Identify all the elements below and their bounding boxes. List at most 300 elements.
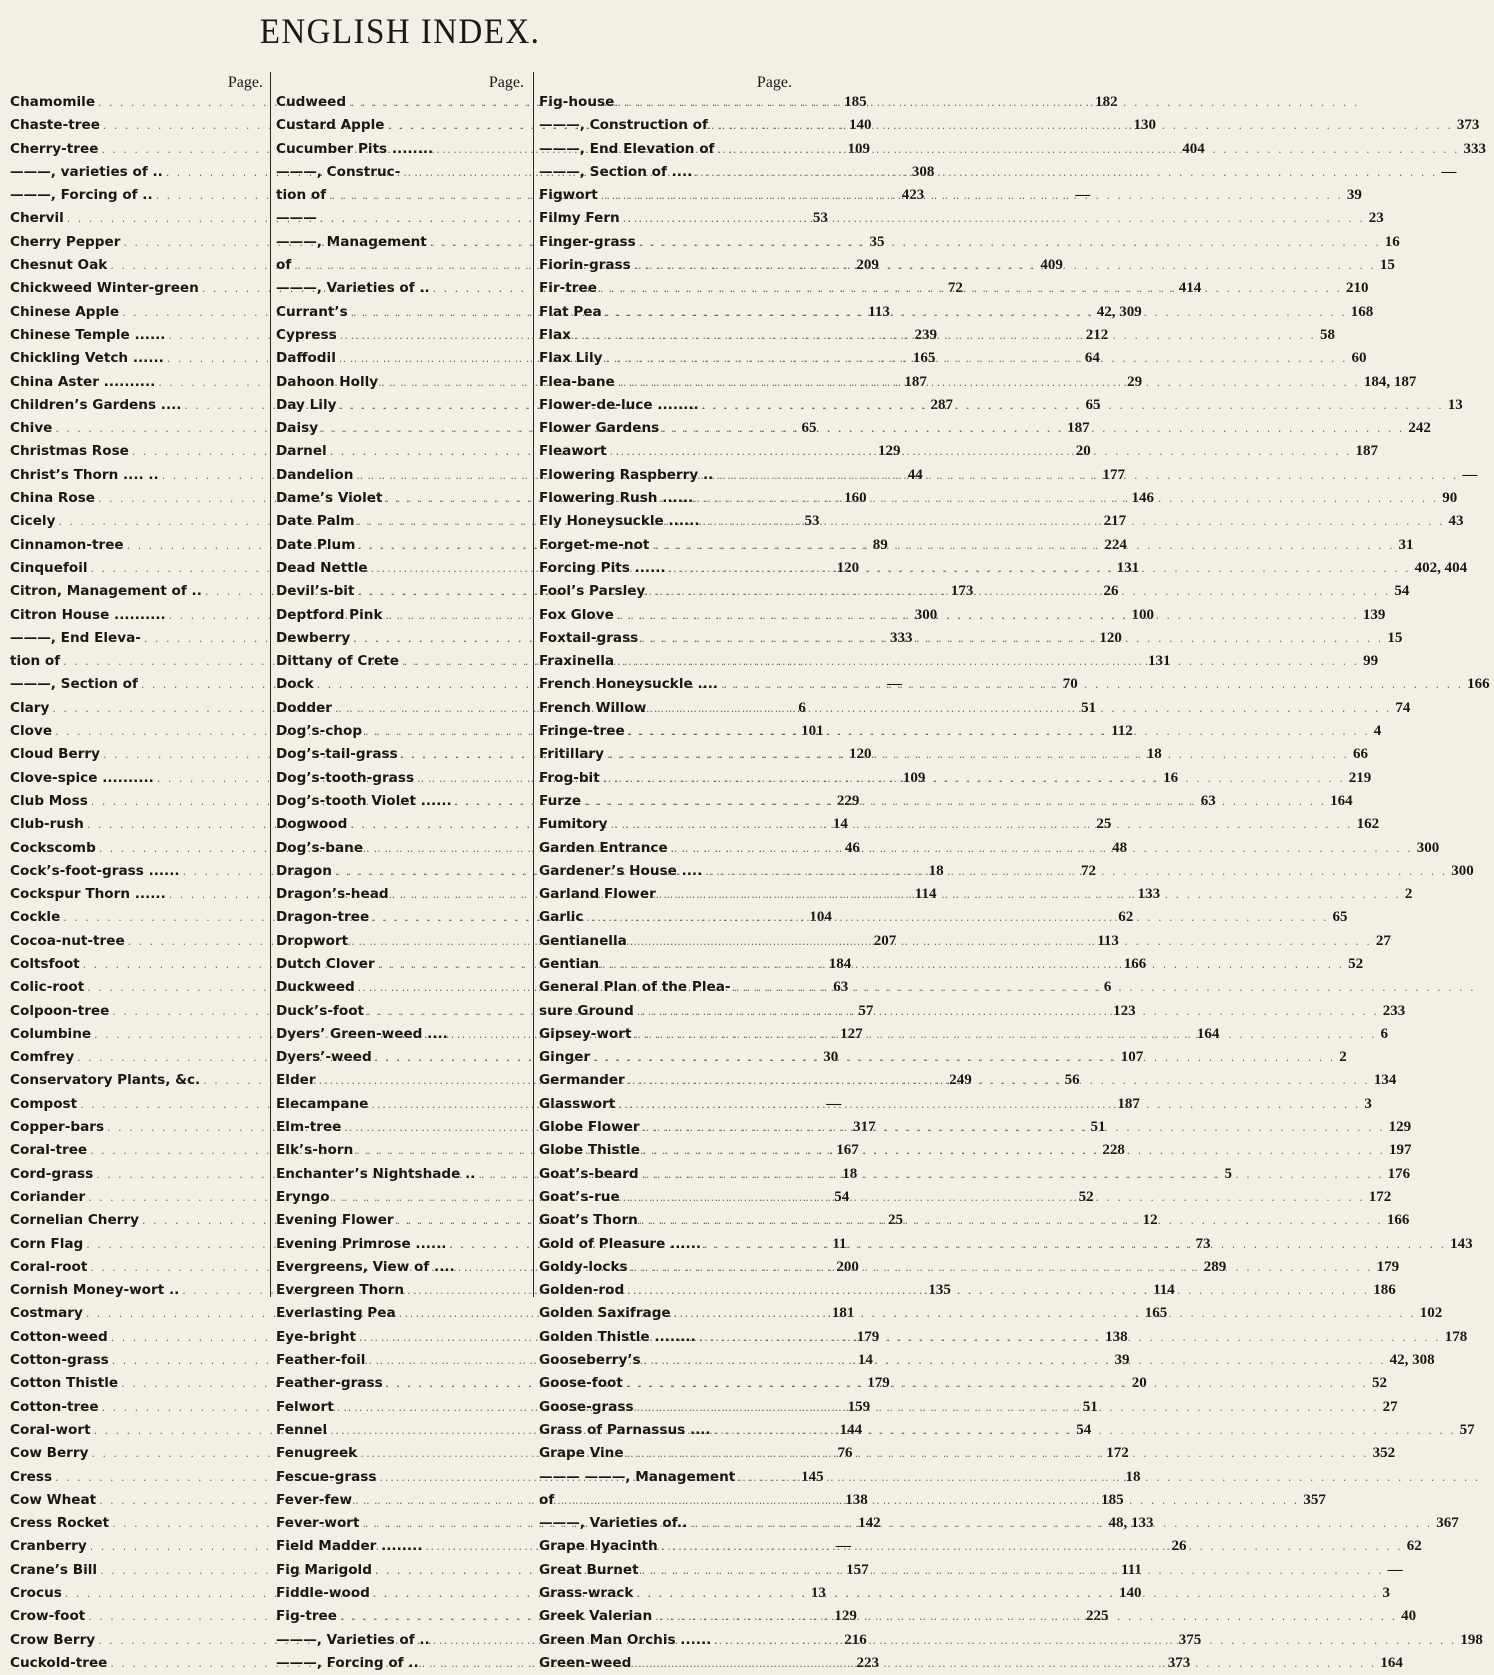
entry-term: Eye-bright	[276, 1328, 357, 1345]
entry-term: Dragon’s-head	[276, 886, 389, 903]
entry-term: Frog-bit	[539, 769, 600, 786]
leader-dots	[614, 91, 1363, 114]
entry-page-number: 30	[823, 1049, 839, 1066]
entry-page-number: 12	[1142, 1212, 1158, 1229]
entry-term: Clove-spice ..........	[10, 769, 154, 786]
leader-dots	[652, 1605, 1401, 1628]
entry-page-number: 181	[831, 1305, 855, 1322]
entry-term: Compost	[10, 1095, 78, 1112]
entry-page-number: 114	[914, 886, 937, 903]
entry-term: Dog’s-tooth Violet ......	[276, 792, 452, 809]
entry-page-number: —	[1462, 466, 1478, 483]
entry-term: ———, Management	[276, 233, 427, 250]
entry-page-number: 165	[1144, 1305, 1168, 1322]
entry-page-number: 210	[1345, 280, 1369, 297]
entry-page-number: 16	[1384, 233, 1400, 250]
entry-term: Fly Honeysuckle ......	[539, 513, 700, 530]
entry-page-number: 178	[1444, 1328, 1468, 1345]
entry-term: Dragon	[276, 862, 332, 879]
entry-term: Colic-root	[10, 979, 85, 996]
entry-term: Devil’s-bit	[276, 583, 355, 600]
entry-term: Coriander	[10, 1188, 86, 1205]
entry-term: Dog’s-bane	[276, 839, 364, 856]
leader-dots	[633, 1582, 1382, 1605]
entry-page-number: 164	[1196, 1025, 1220, 1042]
entry-term: Currant’s	[276, 303, 348, 320]
leader-dots	[711, 1629, 1460, 1652]
entry-term: Chickling Vetch ......	[10, 350, 164, 367]
entry-term: Fraxinella	[539, 653, 615, 670]
entry-page-number: 317	[853, 1119, 876, 1136]
entry-page-number: 166	[1386, 1212, 1410, 1229]
entry-page-number: 139	[1362, 606, 1386, 623]
leader-dots	[714, 138, 1463, 161]
entry-page-number: 18	[842, 1165, 858, 1182]
entry-term: Dogwood	[276, 816, 348, 833]
entry-term: Cow Berry	[10, 1445, 89, 1462]
entry-page-number: 66	[1353, 746, 1369, 763]
entry-term: Cotton Thistle	[10, 1375, 119, 1392]
leader-dots	[659, 417, 1408, 440]
entry-page-number: 25	[888, 1212, 904, 1229]
entry-page-number: —	[1075, 187, 1091, 204]
entry-term: China Aster ..........	[10, 373, 156, 390]
entry-term: Goldy-locks	[539, 1258, 628, 1275]
entry-term: Fig-house	[539, 94, 615, 110]
leader-dots	[628, 1256, 1377, 1279]
entry-page-number: 104	[809, 909, 832, 926]
leader-dots	[604, 743, 1353, 766]
entry-term: Coral-tree	[10, 1142, 88, 1159]
entry-page-number: 111	[1120, 1561, 1142, 1578]
entry-page-number: 333	[1463, 140, 1487, 157]
entry-page-number: 42, 308	[1389, 1352, 1435, 1369]
leader-dots	[699, 510, 1448, 533]
entry-term: Fox Glove	[539, 606, 614, 623]
leader-dots	[615, 371, 1364, 394]
entry-page-number: 62	[1406, 1538, 1422, 1555]
entry-term: Globe Flower	[539, 1119, 640, 1136]
entry-page-number: 130	[1133, 117, 1156, 134]
leader-dots	[608, 813, 1357, 836]
entry-term: Fescue-grass	[276, 1468, 377, 1485]
entry-page-number: 27	[1375, 932, 1391, 949]
entry-page-number: 198	[1460, 1631, 1483, 1648]
entry-page-number: 187	[1117, 1095, 1140, 1112]
entry-page-number: 101	[801, 723, 824, 740]
entry-page-number: 164	[1380, 1654, 1403, 1671]
entry-term: Children’s Gardens ....	[10, 396, 182, 413]
entry-term: Cress Rocket	[10, 1515, 110, 1532]
leader-dots	[597, 277, 1346, 300]
entry-term: Coral-root	[10, 1258, 88, 1275]
entry-term: Chinese Apple	[10, 303, 120, 320]
entry-term: Feather-foil	[276, 1352, 366, 1369]
leader-dots	[600, 767, 1349, 790]
entry-page-number: 357	[1303, 1491, 1326, 1508]
entry-term: Cucumber Pits ........	[276, 140, 434, 157]
entry-term: ———, Varieties of..	[539, 1515, 688, 1532]
entry-page-number: 43	[1448, 513, 1464, 530]
entry-page-number: 120	[849, 746, 872, 763]
entry-term: Evergreen Thorn	[276, 1282, 405, 1299]
entry-term: ———, Construc-	[276, 163, 401, 180]
entry-page-number: 54	[834, 1188, 850, 1205]
entry-term: of	[276, 257, 292, 274]
entry-term: Fever-wort	[276, 1515, 360, 1532]
entry-page-number: 29	[1127, 373, 1143, 390]
leader-dots	[638, 627, 1387, 650]
entry-term: Dame’s Violet	[276, 490, 383, 507]
entry-term: tion of	[10, 653, 61, 670]
entry-term: ———, Varieties of ..	[276, 280, 430, 297]
entry-page-number: 164	[1330, 792, 1353, 809]
entry-page-number: 414	[1178, 280, 1202, 297]
leader-dots	[645, 580, 1394, 603]
entry-page-number: 4	[1373, 723, 1382, 740]
entry-term: Coral-wort	[10, 1421, 91, 1438]
entry-page-number: 143	[1450, 1235, 1473, 1252]
entry-page-number: 2	[1339, 1049, 1347, 1066]
entry-page-number: 26	[1103, 583, 1119, 600]
entry-page-number: 182	[1095, 94, 1118, 110]
entry-term: Cherry-tree	[10, 140, 99, 157]
page-column-header: Page.	[227, 74, 263, 91]
entry-page-number: 146	[1131, 490, 1155, 507]
entry-page-number: 333	[890, 629, 913, 646]
entry-page-number: 90	[1442, 490, 1458, 507]
entry-term: Club-rush	[10, 816, 84, 833]
entry-page-number: 72	[947, 280, 963, 297]
entry-page-number: 409	[1040, 257, 1063, 274]
entry-term: Grass-wrack	[539, 1585, 634, 1601]
entry-page-number: 23	[1368, 210, 1384, 227]
entry-page-number: 11	[832, 1235, 847, 1252]
entry-term: Enchanter’s Nightshade ..	[276, 1165, 476, 1182]
entry-page-number: 102	[1419, 1305, 1443, 1322]
entry-page-number: —	[886, 676, 902, 693]
entry-page-number: 129	[1388, 1119, 1412, 1136]
entry-term: Flea-bane	[539, 373, 615, 390]
entry-term: Cotton-weed	[10, 1328, 108, 1345]
entry-term: Cuckold-tree	[10, 1654, 108, 1671]
leader-dots	[656, 883, 1405, 906]
entry-term: Dodder	[276, 699, 333, 716]
entry-term: Flowering Raspberry ..	[539, 466, 714, 483]
entry-page-number: 18	[1146, 746, 1162, 763]
entry-term: Glasswort	[539, 1095, 616, 1112]
leader-dots	[711, 1419, 1460, 1442]
entry-page-number: 52	[1078, 1188, 1094, 1205]
entry-page-number: 184	[828, 955, 852, 972]
entry-page-number: 127	[840, 1025, 863, 1042]
entry-page-number: 165	[912, 350, 936, 367]
leader-dots	[640, 1139, 1389, 1162]
entry-term: ———, Forcing of ..	[10, 187, 153, 204]
entry-term: China Rose	[10, 490, 96, 507]
entry-page-number: 113	[868, 303, 890, 320]
entry-term: Fig-tree	[276, 1608, 337, 1625]
entry-page-number: 25	[1096, 816, 1112, 833]
entry-term: Goat’s-beard	[539, 1165, 639, 1182]
entry-term: Cloud Berry	[10, 746, 100, 763]
entry-term: Date Plum	[276, 536, 356, 553]
entry-page-number: 200	[836, 1258, 859, 1275]
entry-term: ———, End Elevation of	[539, 140, 715, 157]
entry-page-number: 53	[812, 210, 828, 227]
leader-dots	[554, 1489, 1303, 1512]
entry-page-number: 179	[856, 1328, 880, 1345]
entry-page-number: 31	[1398, 536, 1414, 553]
entry-page-number: 6	[1380, 1025, 1389, 1042]
entry-term: sure Ground	[539, 1002, 634, 1019]
entry-term: Fiorin-grass	[539, 257, 631, 274]
entry-page-number: 179	[1376, 1258, 1400, 1275]
entry-term: Dittany of Crete	[276, 653, 399, 670]
index-entry	[276, 161, 528, 184]
entry-page-number: 35	[869, 233, 885, 250]
leader-dots	[615, 1093, 1364, 1116]
entry-page-number: 197	[1388, 1142, 1412, 1159]
entry-page-number: 65	[801, 420, 817, 437]
entry-page-number: 404	[1182, 140, 1205, 157]
entry-page-number: 48, 133	[1108, 1515, 1154, 1532]
entry-page-number: 367	[1436, 1515, 1459, 1532]
leader-dots	[571, 324, 1320, 347]
entry-term: Dewberry	[276, 629, 351, 646]
entry-term: Duck’s-foot	[276, 1002, 365, 1019]
entry-term: Forget-me-not	[539, 536, 650, 553]
page-title: ENGLISH INDEX.	[259, 11, 541, 51]
entry-term: Field Madder ........	[276, 1538, 423, 1555]
leader-dots	[641, 1349, 1390, 1372]
entry-page-number: 14	[832, 816, 848, 833]
entry-page-number: 187	[904, 373, 927, 390]
entry-term: Greek Valerian	[539, 1608, 653, 1625]
entry-page-number: 300	[914, 606, 938, 623]
entry-page-number: 51	[1082, 1398, 1098, 1415]
entry-page-number: 6	[798, 699, 806, 716]
entry-term: Costmary	[10, 1305, 83, 1322]
leader-dots	[708, 114, 1457, 137]
entry-term: Flower-de-luce ........	[539, 396, 699, 413]
entry-page-number: 184, 187	[1363, 373, 1417, 390]
entry-term: Ginger	[539, 1049, 591, 1066]
entry-page-number: 131	[1148, 653, 1171, 670]
leader-dots	[713, 464, 1462, 487]
entry-page-number: 187	[1355, 443, 1378, 460]
entry-page-number: 2	[1404, 886, 1413, 903]
leader-dots	[638, 1209, 1387, 1232]
entry-page-number: 209	[856, 257, 879, 274]
entry-term: Green Man Orchis ......	[539, 1631, 712, 1648]
entry-term: Cranberry	[10, 1538, 87, 1555]
leader-dots	[624, 1442, 1373, 1465]
entry-term: Crane’s Bill	[10, 1561, 98, 1578]
entry-page-number: 212	[1085, 326, 1109, 343]
entry-page-number: 57	[858, 1002, 874, 1019]
leader-dots	[639, 1559, 1388, 1582]
entry-page-number: 140	[848, 117, 872, 134]
leader-dots	[602, 347, 1351, 370]
leader-dots	[699, 394, 1448, 417]
entry-term: Fig Marigold	[276, 1561, 372, 1578]
entry-term: Date Palm	[276, 513, 355, 530]
entry-page-number: 289	[1203, 1258, 1227, 1275]
entry-term: Foxtail-grass	[539, 629, 639, 646]
entry-term: Elk’s-horn	[276, 1142, 354, 1159]
index-entry	[539, 1466, 796, 1489]
entry-page-number: 54	[1394, 583, 1410, 600]
entry-page-number: 375	[1178, 1631, 1202, 1648]
entry-page-number: —	[835, 1538, 851, 1555]
entry-page-number: 60	[1351, 350, 1367, 367]
entry-term: ———, Construction of	[539, 117, 708, 134]
leader-dots	[693, 487, 1442, 510]
entry-term: Fiddle-wood	[276, 1585, 370, 1601]
entry-term: Gipsey-wort	[539, 1025, 632, 1042]
leader-dots	[602, 301, 1351, 324]
entry-page-number: 233	[1382, 1002, 1406, 1019]
entry-term: tion of	[276, 187, 327, 204]
entry-term: Feather-grass	[276, 1375, 383, 1392]
entry-term: Clove	[10, 723, 53, 740]
entry-term: Darnel	[276, 443, 327, 460]
entry-page-number: 145	[801, 1468, 824, 1485]
entry-term: Crow-foot	[10, 1608, 86, 1625]
entry-term: Chamomile	[10, 94, 96, 110]
leader-dots	[636, 231, 1385, 254]
entry-term: Green-weed	[539, 1654, 632, 1671]
entry-term: Cudweed	[276, 94, 347, 110]
entry-term: Fennel	[276, 1421, 328, 1438]
entry-term: Eryngo	[276, 1188, 330, 1205]
entry-page-number: 138	[1105, 1328, 1128, 1345]
entry-page-number: 54	[1076, 1421, 1092, 1438]
entry-page-number: 300	[1451, 862, 1474, 879]
entry-page-number: 112	[1111, 723, 1133, 740]
entry-page-number: 3	[1382, 1585, 1390, 1601]
leader-dots	[620, 1186, 1369, 1209]
entry-page-number: 224	[1104, 536, 1127, 553]
entry-page-number: 39	[1114, 1352, 1130, 1369]
entry-page-number: 123	[1113, 1002, 1136, 1019]
entry-page-number: 159	[847, 1398, 871, 1415]
entry-term: Goose-foot	[539, 1375, 623, 1392]
entry-term: Cow Wheat	[10, 1491, 97, 1508]
entry-term: Grass of Parnassus ....	[539, 1421, 711, 1438]
entry-page-number: 63	[833, 979, 849, 996]
entry-page-number: 63	[1200, 792, 1216, 809]
entry-term: Goose-grass	[539, 1398, 634, 1415]
entry-term: Elecampane	[276, 1095, 369, 1112]
entry-term: Gooseberry’s	[539, 1352, 641, 1369]
entry-term: Flax	[539, 326, 571, 343]
entry-page-number: 15	[1387, 629, 1403, 646]
leader-dots	[614, 650, 1363, 673]
entry-term: Fenugreek	[276, 1445, 358, 1462]
entry-term: Daffodil	[276, 350, 336, 367]
leader-dots	[606, 440, 1355, 463]
entry-page-number: 133	[1137, 886, 1161, 903]
entry-term: Dyers’-weed	[276, 1049, 372, 1066]
entry-page-number: 129	[877, 443, 901, 460]
entry-page-number: 207	[873, 932, 897, 949]
entry-term: Fever-few	[276, 1491, 353, 1508]
entry-page-number: 72	[1080, 862, 1096, 879]
entry-page-number: 26	[1171, 1538, 1187, 1555]
entry-term: Fir-tree	[539, 280, 597, 297]
leader-dots	[666, 557, 1415, 580]
entry-page-number: 109	[847, 140, 870, 157]
entry-term: Chervil	[10, 210, 64, 227]
entry-page-number: 40	[1401, 1608, 1417, 1625]
index-entry	[539, 976, 796, 999]
entry-page-number: 89	[872, 536, 888, 553]
entry-term: Custard Apple	[276, 117, 385, 134]
entry-page-number: 219	[1348, 769, 1372, 786]
entry-page-number: 223	[856, 1654, 879, 1671]
entry-page-number: 57	[1459, 1421, 1475, 1438]
entry-term: Grape Vine	[539, 1445, 624, 1462]
entry-term: Dragon-tree	[276, 909, 370, 926]
leader-dots	[718, 673, 1467, 696]
entry-page-number: 185	[844, 94, 867, 110]
leader-dots	[581, 790, 1330, 813]
entry-term: Goat’s Thorn	[539, 1212, 638, 1229]
leader-dots	[631, 1652, 1380, 1675]
entry-term: Chinese Temple ......	[10, 326, 166, 343]
entry-page-number: 172	[1106, 1445, 1129, 1462]
entry-term: ———, Varieties of ..	[276, 1631, 430, 1648]
entry-page-number: 51	[1090, 1119, 1106, 1136]
entry-term: Dahoon Holly	[276, 373, 379, 390]
entry-page-number: 135	[928, 1282, 951, 1299]
leader-dots	[599, 953, 1348, 976]
entry-page-number: 65	[1085, 396, 1101, 413]
entry-term: French Honeysuckle ....	[539, 676, 719, 693]
index-entry	[539, 91, 796, 114]
entry-term: Flower Gardens	[539, 420, 660, 437]
leader-dots	[631, 1023, 1380, 1046]
entry-term: Dyers’ Green-weed ....	[276, 1025, 448, 1042]
entry-page-number: 144	[839, 1421, 863, 1438]
entry-page-number: 129	[834, 1608, 857, 1625]
entry-term: Evening Primrose ......	[276, 1235, 447, 1252]
leader-dots	[658, 1535, 1407, 1558]
entry-page-number: 229	[836, 792, 860, 809]
entry-page-number: 27	[1382, 1398, 1398, 1415]
leader-dots	[646, 697, 1395, 720]
entry-term: Dog’s-tooth-grass	[276, 769, 415, 786]
entry-term: Cicely	[10, 513, 56, 530]
entry-term: Dock	[276, 676, 314, 693]
entry-term: Crocus	[10, 1585, 62, 1601]
entry-page-number: 176	[1387, 1165, 1411, 1182]
entry-term: Gardener’s House ....	[539, 862, 703, 879]
leader-dots	[634, 1000, 1383, 1023]
entry-term: Gentian	[539, 955, 600, 972]
entry-page-number: —	[826, 1095, 842, 1112]
entry-term: Dandelion	[276, 466, 354, 483]
entry-page-number: 131	[1116, 559, 1140, 576]
entry-page-number: 48	[1112, 839, 1128, 856]
entry-term: Dead Nettle	[276, 559, 368, 576]
entry-term: Golden Thistle ........	[539, 1328, 696, 1345]
entry-term: Forcing Pits ......	[539, 559, 666, 576]
leader-dots	[614, 604, 1363, 627]
entry-term: Coltsfoot	[10, 955, 80, 972]
